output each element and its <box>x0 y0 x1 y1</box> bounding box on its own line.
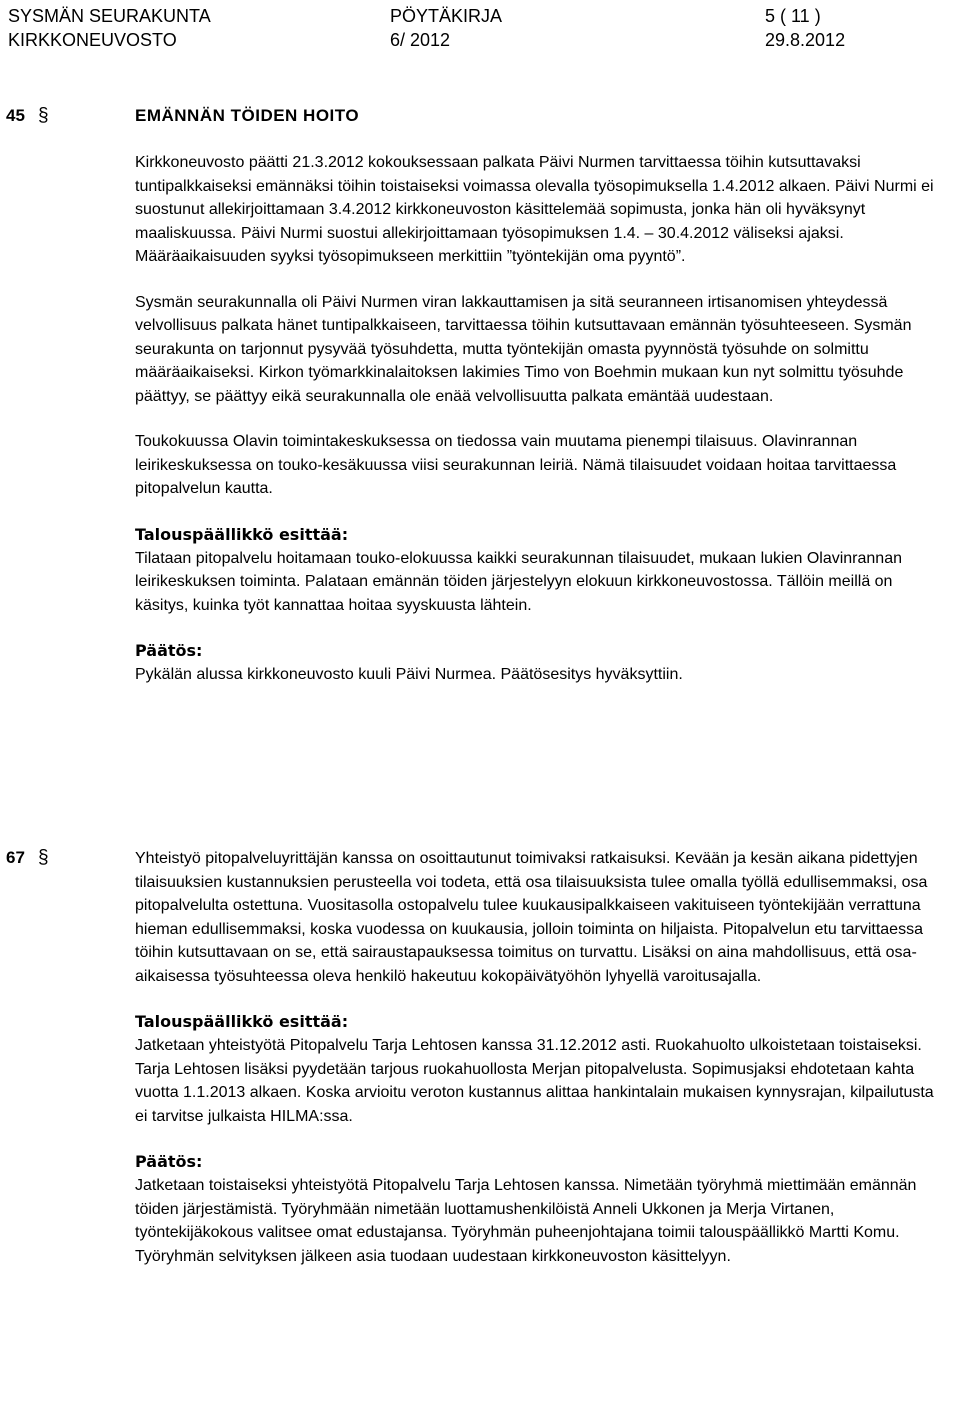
paragraph: Sysmän seurakunnalla oli Päivi Nurmen viran lakkauttamisen ja sitä seuranneen irtisanomisen yhteydessä velvollisuus palkata hänet tuntipalkkaiseen, tarvittaessa töihin kutsuttavaan emännän työsuhteeseen. Sysmän seurakunta on tarjonnut pysyvää työsuhdetta, mutta työntekijän omasta pyynnöstä työsuhde on solmittu määräaikaiseksi. Kirkon työmarkkinalaitoksen lakimies Timo von Boehmin mukaan kun nyt solmittu työsuhde päättyy, se päättyy eikä seurakunnalla ole enää velvollisuutta palkata emäntää uudestaan. <box>135 293 912 405</box>
body-name: KIRKKONEUVOSTO <box>8 30 177 50</box>
section-45-body <box>135 151 947 687</box>
proposal-text: Tilataan pitopalvelu hoitamaan touko-elokuussa kaikki seurakunnan tilaisuudet, mukaan lukien Olavinrannan leirikeskuksen toiminta. Palataan emännän töiden järjestelyyn elokuun kirkkoneuvostossa. Tällöin meillä on käsitys, kuinka työt kannattaa hoitaa syyskuusta lähtein. <box>135 549 902 614</box>
proposal-label: Talouspäällikkö esittää: <box>135 524 349 544</box>
paragraph: Yhteistyö pitopalveluyrittäjän kanssa on osoittautunut toimivaksi ratkaisuksi. Kevään ja kesän aikana pidettyjen tilaisuuksien kustannuksien perusteella voi todeta, että osa tilaisuuksista tulee omalla työllä edullisemmaksi, osa pitopalvelulta ostettuna. Vuositasolla ostopalvelu tulee kuukausipalkkaiseen vakituiseen työntekijään verrattuna hieman edullisemmaksi, koska vuodessa on kuukausia, jolloin toiminta on hiljaista. Pitopalvelun etu tarvittaessa töihin kutsuttavaan on se, että sairaustapauksessa toimitus on turvattu. Lisäksi on aina mahdollisuus, että osa-aikaisessa työsuhteessa oleva henkilö hakeutuu kokopäivätyöhön lyhyellä varoitusajalla. <box>135 850 928 985</box>
meeting-date: 29.8.2012 <box>765 30 846 50</box>
paragraph: Kirkkoneuvosto päätti 21.3.2012 kokouksessaan palkata Päivi Nurmen tarvittaessa töihin kutsuttavaksi tuntipalkkaiseksi emännäksi töihin toistaiseksi voimassa olevalla työsopimuksella 1.4.2012 alkaen. Päivi Nurmi ei suostunut allekirjoittamaan 3.4.2012 kirkkoneuvoston käsittelemää sopimusta, jonka hän oli hyväksynyt maaliskuussa. Päivi Nurmi suostui allekirjoittamaan työsopimuksen 1.4. – 30.4.2012 väliseksi ajaksi. Määräaikaisuuden syyksi työsopimukseen merkittiin ”työntekijän oma pyyntö”. <box>135 154 934 265</box>
paragraph-sign: § <box>38 105 49 126</box>
section-title: EMÄNNÄN TÖIDEN HOITO <box>135 106 360 125</box>
proposal-label: Talouspäällikkö esittää: <box>135 1012 349 1031</box>
section-number: 67 <box>6 848 25 867</box>
decision-text: Pykälän alussa kirkkoneuvosto kuuli Päivi Nurmea. Päätösesitys hyväksyttiin. <box>135 666 683 683</box>
document-header <box>0 2 960 50</box>
document-type: PÖYTÄKIRJA <box>390 6 503 26</box>
decision-label: Päätös: <box>135 1152 203 1171</box>
section-number: 45 <box>6 106 25 125</box>
decision-label: Päätös: <box>135 641 203 660</box>
page-number: 5 ( 11 ) <box>765 6 821 26</box>
paragraph-sign: § <box>38 847 49 868</box>
meeting-number: 6/ 2012 <box>390 30 451 50</box>
section-67-body <box>135 847 947 1268</box>
proposal-text: Jatketaan yhteistyötä Pitopalvelu Tarja Lehtosen kanssa 31.12.2012 asti. Ruokahuolto ulkoistetaan toistaiseksi. Tarja Lehtosen lisäksi pyydetään tarjous ruokahuollosta Merjan pitopalvelusta. Sopimusjaksi ehdotetaan kahta vuotta 1.1.2013 alkaen. Koska arvioitu veroton kustannus alittaa hankintalain mukaisen kynnysrajan, kilpailutusta ei tarvitse julkaista HILMA:ssa. <box>135 1037 934 1125</box>
organization-name: SYSMÄN SEURAKUNTA <box>8 6 211 26</box>
paragraph: Toukokuussa Olavin toimintakeskuksessa on tiedossa vain muutama pienempi tilaisuus. Olavinrannan leirikeskuksessa on touko-kesäkuussa viisi seurakunnan leiriä. Nämä tilaisuudet voidaan hoitaa tarvittaessa pitopalvelun kautta. <box>135 433 897 497</box>
decision-text: Jatketaan toistaiseksi yhteistyötä Pitopalvelu Tarja Lehtosen kanssa. Nimetään työryhmä miettimään emännän töiden järjestämistä. Työryhmään nimetään luottamushenkilöistä Anneli Ukkonen ja Merja Virtanen, työntekijäkokous valitsee omat edustajansa. Työryhmän puheenjohtajana toimii talouspäällikkö Martti Komu. Työryhmän selvityksen jälkeen asia tuodaan uudestaan kirkkoneuvoston käsittelyyn. <box>135 1177 917 1265</box>
